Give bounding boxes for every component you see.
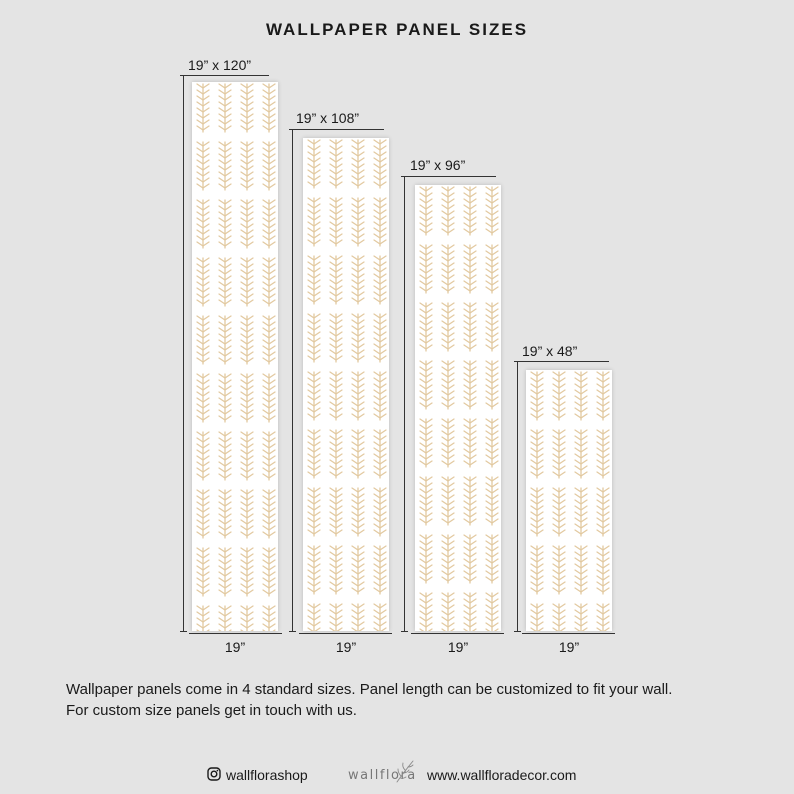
panel-1-length-line — [183, 75, 184, 632]
panel-3-top-dimension-line — [404, 176, 496, 177]
panel-2-19x108 — [303, 138, 389, 631]
panel-3-width-label: 19” — [447, 639, 469, 655]
panel-4-length-line — [517, 361, 518, 632]
panel-2-tick-bottom — [289, 631, 296, 632]
panel-3-tick-top — [401, 176, 408, 177]
panel-2-tick-top — [289, 129, 296, 130]
panel-4-width-line — [522, 633, 615, 634]
panel-3-pattern — [415, 185, 501, 631]
panel-4-19x48 — [526, 370, 612, 631]
panel-1-19x120 — [192, 82, 278, 631]
panel-4-tick-top — [514, 361, 521, 362]
panel-2-width-line — [299, 633, 392, 634]
panel-3-size-label: 19” x 96” — [410, 157, 466, 173]
leaf-branch-icon — [394, 758, 416, 784]
instagram-icon[interactable] — [207, 767, 221, 781]
panel-4-top-dimension-line — [517, 361, 609, 362]
panel-2-size-label: 19” x 108” — [296, 110, 360, 126]
description — [66, 679, 766, 721]
panel-4-tick-bottom — [514, 631, 521, 632]
panel-1-pattern — [192, 82, 278, 631]
website-link[interactable]: www.wallfloradecor.com — [427, 767, 577, 783]
panel-1-width-line — [189, 633, 282, 634]
panel-2-pattern — [303, 138, 389, 631]
panel-1-size-label: 19” x 120” — [188, 57, 252, 73]
brand-logo-text: wallflora — [348, 768, 417, 783]
panel-1-tick-bottom — [180, 631, 187, 632]
description-line-1: Wallpaper panels come in 4 standard sizes. Panel length can be customized to fit your wall. — [66, 681, 673, 698]
instagram-handle[interactable]: wallflorashop — [226, 767, 308, 783]
panel-2-width-label: 19” — [335, 639, 357, 655]
description-line-2: For custom size panels get in touch with us. — [66, 702, 357, 719]
panel-3-19x96 — [415, 185, 501, 631]
panel-3-length-line — [404, 176, 405, 632]
panel-1-tick-top — [180, 75, 187, 76]
panel-4-pattern — [526, 370, 612, 631]
panel-3-width-line — [411, 633, 504, 634]
page-title: WALLPAPER PANEL SIZES — [265, 20, 529, 39]
panel-2-length-line — [292, 129, 293, 632]
panel-1-width-label: 19” — [224, 639, 246, 655]
panel-2-top-dimension-line — [292, 129, 384, 130]
panel-1-top-dimension-line — [183, 75, 269, 76]
panel-4-width-label: 19” — [558, 639, 580, 655]
panel-3-tick-bottom — [401, 631, 408, 632]
footer — [0, 766, 794, 786]
panel-4-size-label: 19” x 48” — [522, 343, 578, 359]
